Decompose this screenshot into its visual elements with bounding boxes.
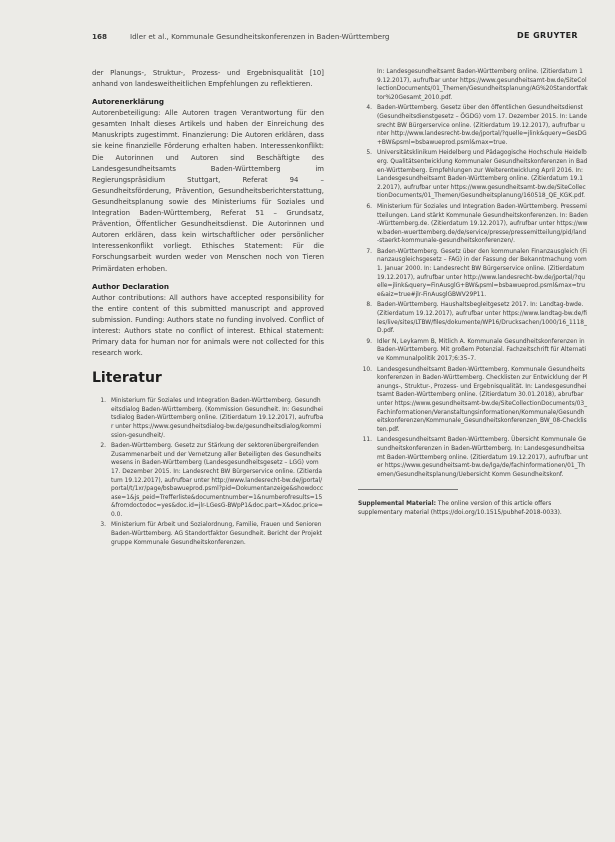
reference-number: 4. xyxy=(366,105,372,112)
supplemental-text: The online version of this article offers supplementary material (https://doi.org/10.1515/pubhef-2018-0033). xyxy=(358,501,562,516)
reference-item xyxy=(358,338,588,364)
publisher-logo: DE GRUYTER xyxy=(517,31,578,40)
supplemental-note xyxy=(358,500,588,517)
reference-text: Ministerium für Soziales und Integration Baden-Württemberg. Gesundheitsdialog Baden-Württemberg. (Kommission Gesundheit. In: Gesundheitsdialog Baden-Württemberg online. (Zitierdatum 19.12.2017), aufrufbar unter https://www.gesundheitsdialog-bw.de/gesundheitsdialog/kommission-gesundheit/. xyxy=(111,398,324,439)
declaration-heading-en: Author Declaration xyxy=(92,281,169,291)
intro-paragraph: der Planungs-, Struktur-, Prozess- und Ergebnisqualität [10] anhand von landesweitheitlichen Empfehlungen zu reflektieren. xyxy=(92,69,324,89)
reference-number xyxy=(358,68,377,102)
running-title: Idler et al., Kommunale Gesundheitskonferenzen in Baden-Württemberg xyxy=(130,32,390,41)
reference-text: Baden-Württemberg. Gesetz über den kommunalen Finanzausgleich (Finanzausgleichsgesetz – FAG) in der Fassung der Bekanntmachung vom 1. Januar 2000. In: Landesrecht BW Bürgerservice online. (Zitierdatum 19.12.2017), aufrufbar unter http://www.landesrecht-bw.de/jportal/?quelle=jlink&query=FinAusglG+BW&psml=bsbawueprod.psml&max=true&aiz=true#jlr-FinAusglGBWV29P11. xyxy=(377,248,587,298)
reference-number: 8. xyxy=(366,302,372,309)
references-heading: Literatur xyxy=(92,370,162,387)
supplemental-label: Supplemental Material: xyxy=(358,501,436,508)
reference-text: Landesgesundheitsamt Baden-Württemberg. Kommunale Gesundheitskonferenzen in Baden-Württemberg. Checklisten zur Entwicklung der Planungs-, Struktur-, Prozess- und Ergebnisqualität. In: Landesgesundheitsamt Baden-Württemberg online. (Zitierdatum 30.01.2018), abrufbar unter https://www.gesundheitsamt-bw.de/SiteCollectionDocuments/03_Fachinformationen/Veranstaltungsinformationen/Kommunale/Gesundheitskonferenzen/Kommunale_Gesundheitskonferenzen_BW_08-Checklisten.pdf. xyxy=(377,366,588,433)
reference-item xyxy=(358,366,588,435)
running-header xyxy=(92,30,578,44)
reference-item xyxy=(358,68,588,102)
reference-text: Ministerium für Soziales und Integration Baden-Württemberg. Pressemitteilungen. Land stärkt Kommunale Gesundheitskonferenzen. In: Baden-Württemberg.de. (Zitierdatum 19.12.2017), aufrufbar unter https://www.baden-wuerttemberg.de/de/service/presse/pressemitteilung/pid/land-staerkt-kommunale-gesundheitskonferenzen/. xyxy=(377,203,588,245)
reference-number: 10. xyxy=(362,366,372,373)
reference-number: 9. xyxy=(366,338,372,345)
reference-item xyxy=(92,442,324,519)
reference-text: Baden-Württemberg. Gesetz über den öffentlichen Gesundheitsdienst (Gesundheitsdienstgesetz – ÖGDG) vom 17. Dezember 2015. In: Landesrecht BW Bürgerservice online. (Zitierdatum 19.12.2017), aufrufbar unter http://www.landesrecht-bw.de/jportal/?quelle=jlink&query=GesDG+BW&psml=bsbawueprod.psml&max=true. xyxy=(377,105,588,146)
page-number: 168 xyxy=(92,32,108,41)
reference-item xyxy=(358,149,588,201)
reference-item xyxy=(358,301,588,335)
reference-item xyxy=(358,203,588,246)
reference-number: 11. xyxy=(362,437,372,444)
reference-item xyxy=(358,248,588,300)
reference-text: Idler N, Leykamm B, Mitlich A. Kommunale Gesundheitskonferenzen in Baden-Württemberg. Mit großem Potenzial. Fachzeitschrift für Alternative Kommunalpolitik 2017;6:35–7. xyxy=(377,338,587,362)
reference-list-left xyxy=(92,397,324,547)
reference-item xyxy=(92,397,324,440)
left-column xyxy=(92,68,324,549)
reference-list-right xyxy=(358,68,588,479)
declaration-text-en: Author contributions: All authors have accepted responsibility for the entire content of this submitted manuscript and approved submission. Funding: Authors state no funding involved. Conflict of interest: Authors state no conflict of interest. Ethical statement: Primary data for human nor for animals were not collected for this research work. xyxy=(92,293,324,358)
declaration-text-de: Autorenbeteiligung: Alle Autoren tragen Verantwortung für den gesamten Inhalt dieses Artikels und haben der Einreichung des Manuskripts zugestimmt. Finanzierung: Die Autoren erklären, dass sie keine finanzielle Förderung erhalten haben. Interessenkonflikt: Die Autorinnen und Autoren sind Beschäftigte des Landesgesundheitsamts Baden-Württemberg im Regierungspräsidium Stuttgart, Referat 94 – Gesundheitsförderung, Prävention, Gesundheitsberichterstattung, Gesundheitsplanung sowie des Ministeriums für Soziales und Integration Baden-Württemberg, Referat 51 – Grundsatz, Prävention, Öffentlicher Gesundheitsdienst. Die Autorinnen und Autoren erklären, dass kein wirtschaftlicher oder persönlicher Interessenkonflikt vorliegt. Ethisches Statement: Für die Forschungsarbeit wurden weder von Menschen noch von Tieren Primärdaten erhoben. xyxy=(92,109,324,273)
divider xyxy=(358,489,458,490)
reference-text: Baden-Württemberg. Haushaltsbegleitgesetz 2017. In: Landtag-bwde. (Zitierdatum 19.12.2017), aufrufbar unter https://www.landtag-bw.de/files/live/sites/LTBW/files/dokumente/WP16/Drucksachen/1000/16_1118_D.pdf. xyxy=(377,302,587,335)
reference-item xyxy=(358,436,588,479)
reference-number: 6. xyxy=(366,203,372,210)
reference-text: Universitätsklinikum Heidelberg und Pädagogische Hochschule Heidelberg. Qualitätsentwicklung Kommunaler Gesundheitskonferenzen in Baden-Württemberg. Empfehlungen zur Weiterentwicklung April 2016. In: Landesgesundheitsamt Baden-Württemberg online. (Zitierdatum 19.12.2017), aufrufbar unter https://www.gesundheitsamt-bw.de/SiteCollectionDocuments/01_Themen/Gesundheitsplanung/160518_QE_KGK.pdf. xyxy=(377,150,588,200)
reference-text: Baden-Württemberg. Gesetz zur Stärkung der sektorenübergreifenden Zusammenarbeit und der Vernetzung aller Beteiligten des Gesundheitswesens in Baden-Württemberg (Landesgesundheitsgesetz – LGG) vom 17. Dezember 2015. In: Landesrecht BW Bürgerservice online. (Zitierdatum 19.12.2017), aufrufbar unter http://www.landesrecht-bw.de/jportal/portal/t/1xr/page/bsbawueprod.psml?pid=Dokumentanzeige&showdoccase=1&js_peid=Trefferliste&documentnumber=1&numberofresults=15&fromdoctodoc=yes&doc.id=jlr-LGesG-BWpP1&doc.part=X&doc.price=0.0. xyxy=(111,443,324,518)
reference-item xyxy=(92,521,324,547)
reference-text: In: Landesgesundheitsamt Baden-Württemberg online. (Zitierdatum 19.12.2017), aufrufbar unter https://www.gesundheitsamt-bw.de/SiteCollectionDocuments/01_Themen/Gesundheitsplanung/AG%20Standortfaktor%20Gesamt_2010.pdf. xyxy=(377,69,588,101)
reference-number: 5. xyxy=(366,150,372,157)
reference-number: 1. xyxy=(100,398,106,405)
reference-number: 2. xyxy=(100,443,106,450)
reference-number: 3. xyxy=(100,522,106,529)
reference-number: 7. xyxy=(366,248,372,255)
reference-text: Ministerium für Arbeit und Sozialordnung, Familie, Frauen und Senioren Baden-Württemberg. AG Standortfaktor Gesundheit. Bericht der Projektgruppe Kommunale Gesundheitskonferenzen. xyxy=(111,522,323,546)
reference-item xyxy=(358,104,588,147)
reference-text: Landesgesundheitsamt Baden-Württemberg. Übersicht Kommunale Gesundheitskonferenzen in Baden-Württemberg. In: Landesgesundheitsamt Baden-Württemberg online. (Zitierdatum 19.12.2017), aufrufbar unter https://www.gesundheitsamt-bw.de/lga/de/fachinformationen/01_Themen/Gesundheitsplanung/Uebersicht Komm Gesundheitskonf. xyxy=(377,437,589,478)
declaration-heading-de: Autorenerklärung xyxy=(92,97,165,107)
right-column xyxy=(358,68,588,518)
